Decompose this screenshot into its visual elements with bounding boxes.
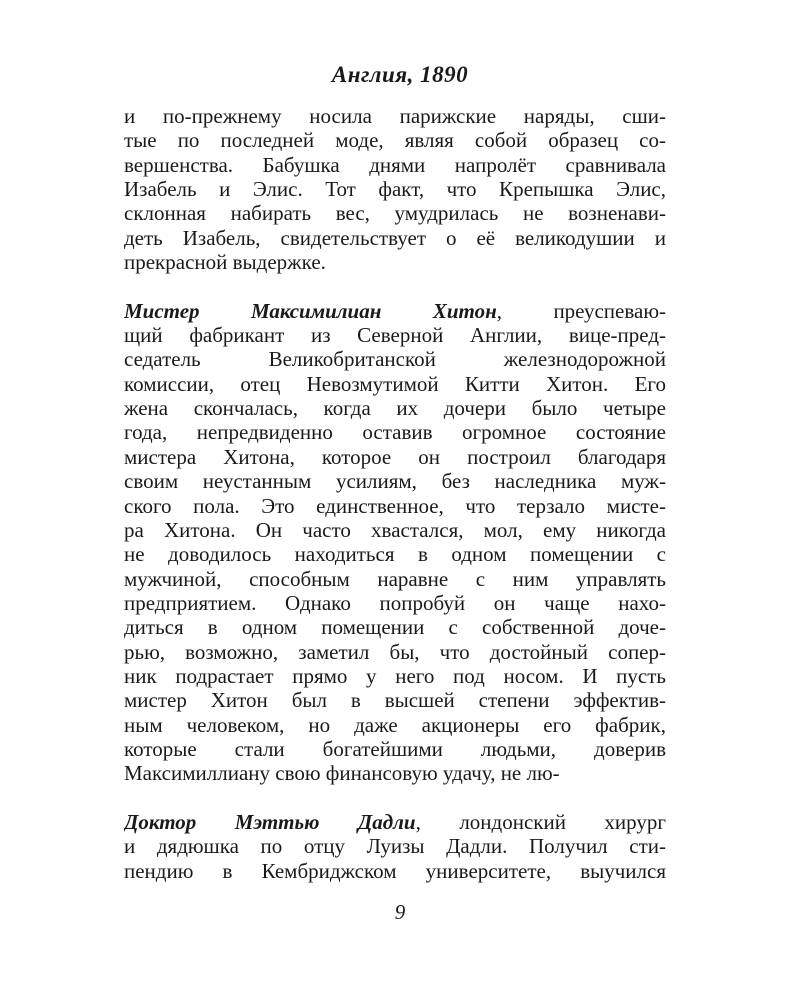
text-line: ным человеком, но даже акционеры его фабрик, <box>124 712 666 737</box>
text-line: года, непредвиденно оставив огромное состояние <box>124 420 666 445</box>
text-line: прекрасной выдержке. <box>124 250 326 275</box>
text-line: мужчиной, способным наравне с ним управлять <box>124 566 666 591</box>
text-line: мистер Хитон был в высшей степени эффектив- <box>124 688 666 713</box>
text-line <box>124 299 666 323</box>
text-line: и дядюшка по отцу Луизы Дадли. Получил сти- <box>124 834 666 859</box>
text-line: тые по последней моде, являя собой образец со- <box>124 128 666 153</box>
text-line: вершенства. Бабушка днями напролёт сравнивала <box>124 152 666 177</box>
paragraph-continuation <box>124 104 666 274</box>
text-line: предприятием. Однако попробуй он чаще нахо- <box>124 590 666 615</box>
character-name: Мистер Максимилиан Хитон <box>124 298 497 323</box>
text-line: щий фабрикант из Северной Англии, вице-пред- <box>124 323 666 348</box>
paragraph-gap <box>124 786 666 810</box>
text-line: ник подрастает прямо у него под носом. И пусть <box>124 663 666 688</box>
page-number: 9 <box>394 900 406 924</box>
text-line: не доводилось находиться в одном помещении с <box>124 542 666 567</box>
text-line <box>124 810 666 834</box>
text-line: жена скончалась, когда их дочери было четыре <box>124 396 666 421</box>
text-line: пендию в Кембриджском университете, выучился <box>124 858 666 883</box>
text-line: и по-прежнему носила парижские наряды, сши- <box>124 104 666 128</box>
paragraph-gap <box>124 274 666 298</box>
text-line: Изабель и Элис. Тот факт, что Крепышка Элис, <box>124 177 666 202</box>
text-line: ра Хитона. Он часто хвастался, мол, ему никогда <box>124 517 666 542</box>
text-line: склонная набирать вес, умудрилась не возненави- <box>124 201 666 226</box>
text-line: Максимиллиану свою финансовую удачу, не лю- <box>124 761 560 786</box>
paragraph-dudley <box>124 810 666 883</box>
text-line: комиссии, отец Невозмутимой Китти Хитон. Его <box>124 371 666 396</box>
paragraph-heaton <box>124 299 666 786</box>
text-line: седатель Великобританской железнодорожной <box>124 347 666 372</box>
running-head: Англия, 1890 <box>331 62 469 87</box>
text-run: , лондонский хирург <box>415 809 666 834</box>
body-text <box>124 104 666 883</box>
text-line: рью, возможно, заметил бы, что достойный сопер- <box>124 639 666 664</box>
text-line: ского пола. Это единственное, что терзало мисте- <box>124 493 666 518</box>
character-name: Доктор Мэттью Дадли <box>124 809 416 834</box>
text-line: которые стали богатейшими людьми, доверив <box>124 736 666 761</box>
text-line: мистера Хитона, которое он построил благодаря <box>124 444 666 469</box>
text-line: своим неустанным усилиям, без наследника муж- <box>124 469 666 494</box>
text-line: диться в одном помещении с собственной доче- <box>124 615 666 640</box>
text-run: , преуспеваю- <box>496 298 666 323</box>
text-line: деть Изабель, свидетельствует о её великодушии и <box>124 225 666 250</box>
